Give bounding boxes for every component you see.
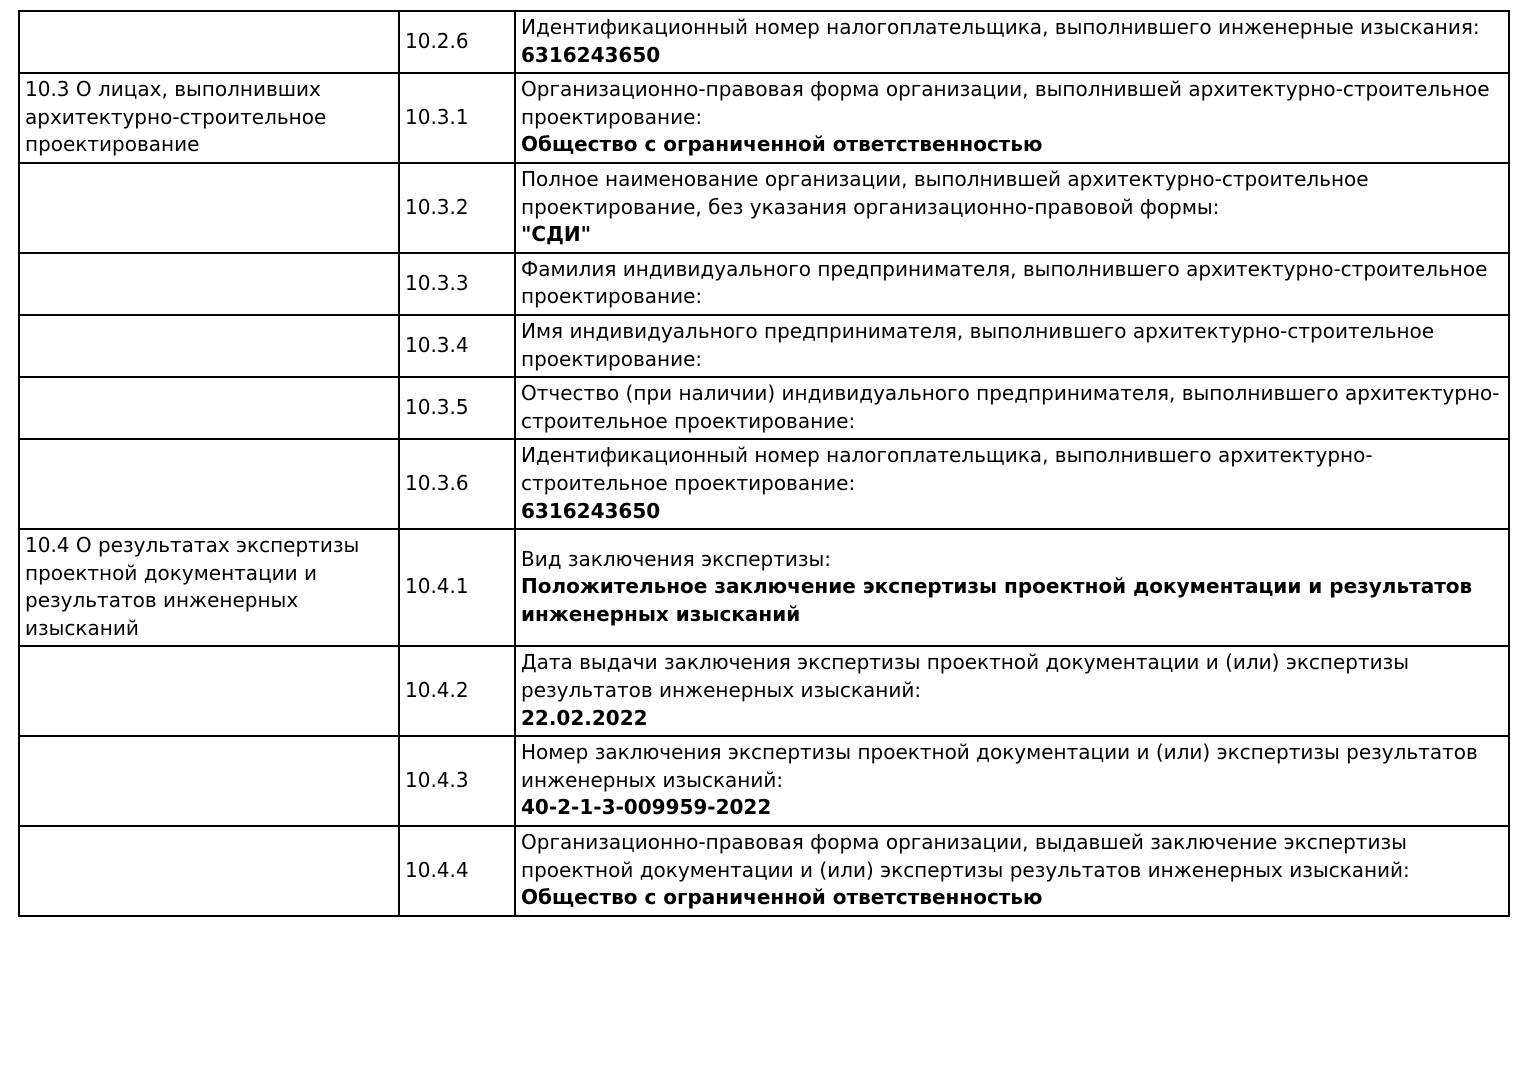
field-cell (515, 826, 1509, 916)
code-cell (399, 11, 515, 73)
code-cell (399, 163, 515, 253)
field-cell (515, 253, 1509, 315)
field-value: 40-2-1-3-009959-2022 (521, 795, 772, 820)
section-cell (19, 315, 399, 377)
declaration-table (18, 10, 1510, 917)
section-label: 10.3 О лицах, выполнивших архитектурно-строительное проектирование (25, 77, 327, 157)
field-cell (515, 377, 1509, 439)
code-label: 10.2.6 (405, 28, 469, 53)
field-value: 6316243650 (521, 42, 661, 67)
code-cell (399, 646, 515, 736)
table-row (19, 315, 1509, 377)
field-cell (515, 11, 1509, 73)
declaration-table-body (19, 11, 1509, 916)
code-label: 10.4.2 (405, 678, 469, 703)
field-label: Вид заключения экспертизы: (521, 546, 832, 571)
code-label: 10.3.2 (405, 194, 469, 219)
code-cell (399, 736, 515, 826)
field-value: "СДИ" (521, 222, 592, 247)
code-label: 10.3.1 (405, 104, 469, 129)
section-cell (19, 646, 399, 736)
code-cell (399, 529, 515, 646)
field-cell (515, 163, 1509, 253)
table-row (19, 826, 1509, 916)
field-cell (515, 646, 1509, 736)
code-label: 10.3.5 (405, 394, 469, 419)
section-cell (19, 736, 399, 826)
section-cell (19, 11, 399, 73)
code-cell (399, 439, 515, 529)
table-row (19, 73, 1509, 163)
table-row (19, 736, 1509, 826)
table-row (19, 529, 1509, 646)
field-label: Идентификационный номер налогоплательщика, выполнившего архитектурно-строительное проектирование: (521, 443, 1373, 495)
field-cell (515, 529, 1509, 646)
field-value: Общество с ограниченной ответственностью (521, 885, 1043, 910)
table-row (19, 163, 1509, 253)
section-cell (19, 439, 399, 529)
table-row (19, 377, 1509, 439)
code-label: 10.4.3 (405, 767, 469, 792)
section-cell (19, 253, 399, 315)
code-label: 10.3.6 (405, 470, 469, 495)
field-label: Фамилия индивидуального предпринимателя, выполнившего архитектурно-строительное проектирование: (521, 256, 1488, 309)
code-label: 10.3.3 (405, 270, 469, 295)
field-cell (515, 73, 1509, 163)
code-label: 10.3.4 (405, 332, 469, 357)
section-cell (19, 163, 399, 253)
field-value: Положительное заключение экспертизы проектной документации и результатов инженерных изысканий (521, 574, 1473, 627)
code-cell (399, 826, 515, 916)
field-label: Организационно-правовая форма организации, выдавшей заключение экспертизы проектной документации и (или) экспертизы результатов инженерных изысканий: (521, 830, 1410, 882)
code-cell (399, 377, 515, 439)
code-label: 10.4.4 (405, 857, 469, 882)
field-label: Организационно-правовая форма организации, выполнившей архитектурно-строительное проектирование: (521, 77, 1490, 129)
table-row (19, 646, 1509, 736)
section-label: 10.4 О результатах экспертизы проектной документации и результатов инженерных изысканий (25, 533, 360, 640)
table-row (19, 253, 1509, 315)
field-label: Идентификационный номер налогоплательщика, выполнившего инженерные изыскания: (521, 15, 1480, 39)
field-cell (515, 439, 1509, 529)
section-cell (19, 826, 399, 916)
field-label: Дата выдачи заключения экспертизы проектной документации и (или) экспертизы результатов инженерных изысканий: (521, 650, 1410, 703)
code-cell (399, 315, 515, 377)
section-cell (19, 529, 399, 646)
code-label: 10.4.1 (405, 574, 469, 599)
field-cell (515, 315, 1509, 377)
field-label: Отчество (при наличии) индивидуального предпринимателя, выполнившего архитектурно-строительное проектирование: (521, 381, 1500, 433)
code-cell (399, 253, 515, 315)
field-label: Номер заключения экспертизы проектной документации и (или) экспертизы результатов инженерных изысканий: (521, 740, 1478, 792)
field-label: Полное наименование организации, выполнившей архитектурно-строительное проектирование, без указания организационно-правовой формы: (521, 166, 1369, 219)
field-value: 6316243650 (521, 498, 661, 523)
table-row (19, 439, 1509, 529)
field-cell (515, 736, 1509, 826)
section-cell (19, 73, 399, 163)
field-label: Имя индивидуального предпринимателя, выполнившего архитектурно-строительное проектирование: (521, 318, 1435, 371)
table-row (19, 11, 1509, 73)
code-cell (399, 73, 515, 163)
field-value: 22.02.2022 (521, 705, 648, 730)
field-value: Общество с ограниченной ответственностью (521, 132, 1043, 157)
section-cell (19, 377, 399, 439)
